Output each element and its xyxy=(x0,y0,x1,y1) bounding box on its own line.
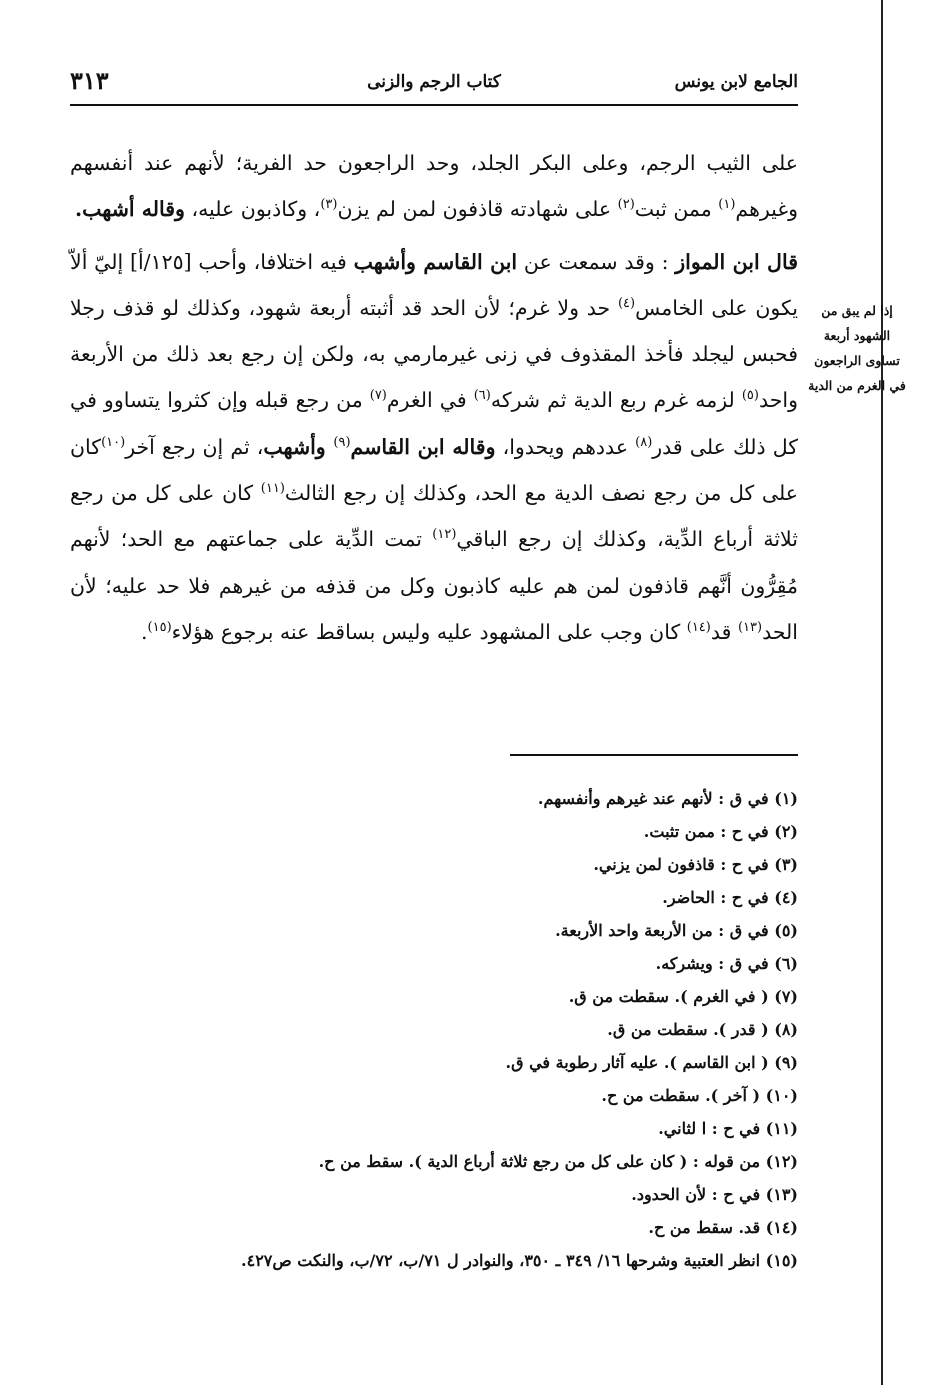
text-span: على شهادته قاذفون لمن لم يزن xyxy=(337,197,618,222)
text-span: تمت الدِّية على جماعتهم مع الحد؛ لأنهم مُقِرُّون أنَّهم قاذفون لمن هم عليه كاذبون وكل من قذفه من غيرهم فلا حد عليه؛ لأن الحد xyxy=(70,527,798,644)
footnote-item: (٧) ( في الغرم ). سقطت من ق. xyxy=(568,987,798,1006)
footnote-ref-3: (٣) xyxy=(320,197,338,213)
book-title: الجامع لابن يونس xyxy=(674,72,798,92)
text-span: ممن ثبت xyxy=(634,197,719,222)
footnote-item: (٩) ( ابن القاسم ). عليه آثار رطوبة في ق. xyxy=(505,1053,798,1072)
footnote-ref-5: (٥) xyxy=(741,388,759,404)
footnote-ref-13: (١٣) xyxy=(737,620,763,636)
footnote-item: (١١) في ح : ا لثاني. xyxy=(658,1119,798,1138)
text-span: عددهم ويحدوا، xyxy=(495,434,636,459)
text-span: . xyxy=(140,619,148,644)
footnote-ref-8: (٨) xyxy=(635,434,653,450)
chapter-title: كتاب الرجم والزنى xyxy=(367,72,501,92)
footnote-ref-15: (١٥) xyxy=(147,620,172,636)
footnote-item: (١٢) من قوله : ( كان على كل من رجع ثلاثة أرباع الدية ). سقط من ح. xyxy=(318,1152,798,1171)
page-number: ٣١٣ xyxy=(70,66,109,95)
margin-note: إذا لم يبق من الشهود أربعة تساوى الراجعون في الغرم من الدية xyxy=(808,303,906,393)
footnote-item: (١٥) انظر العتبية وشرحها ١٦/ ٣٤٩ ـ ٣٥٠، والنوادر ل ٧١/ب، ٧٢/ب، والنكت ص٤٢٧. xyxy=(241,1251,798,1270)
main-text xyxy=(70,140,798,655)
footnote-item: (٥) في ق : من الأربعة واحد الأربعة. xyxy=(555,921,798,940)
text-span: حد ولا غرم؛ لأن الحد قد أثبته أربعة شهود، وكذلك لو قذف رجلا فحبس ليجلد فأخذ المقذوف في زنى غيرمارمي به، ولكن إن رجع بعد ذلك من الأربعة واحد xyxy=(70,295,798,413)
footnote-ref-4: (٤) xyxy=(617,296,636,312)
footnote-item: (٢) في ح : ممن تثبت. xyxy=(643,822,798,841)
paragraph-1 xyxy=(70,140,798,233)
footnote-ref-7: (٧) xyxy=(369,388,387,404)
footnote-item: (٤) في ح : الحاضر. xyxy=(662,888,798,907)
bold-text: وقاله أشهب. xyxy=(75,197,185,222)
text-span: من رجع قبله وإن كثروا يتساوو في كل ذلك على قدر xyxy=(70,388,798,459)
footnotes xyxy=(70,782,798,1277)
footnote-item: (١٣) في ح : لأن الحدود. xyxy=(631,1185,798,1204)
text-span: قد xyxy=(710,619,738,644)
footnote-ref-2: (٢) xyxy=(617,197,635,213)
bold-text: وقاله ابن القاسم xyxy=(350,434,496,459)
footnote-ref-6: (٦) xyxy=(473,388,491,404)
footnote-item: (١٠) ( آخر ). سقطت من ح. xyxy=(601,1086,798,1105)
bold-text: ابن القاسم وأشهب xyxy=(353,249,518,274)
text-span: كان على كل من رجع نصف الدية مع الحد، وكذلك إن رجع الثالث xyxy=(70,434,798,506)
text-span: على الثيب الرجم، وعلى البكر الجلد، وحد الراجعون حد الفرية؛ لأنهم عند أنفسهم وغيرهم xyxy=(70,151,798,222)
text-span: ، ثم إن رجع آخر xyxy=(125,434,264,459)
footnote-ref-9: (٩) xyxy=(333,434,351,450)
footnote-ref-14: (١٤) xyxy=(686,620,711,636)
text-span: فيه اختلافا، وأحب [١٢٥/أ] إليّ ألاّ يكون على الخامس xyxy=(70,249,798,320)
footnote-item: (٨) ( قدر ). سقطت من ق. xyxy=(607,1020,798,1039)
footnote-item: (١) في ق : لأنهم عند غيرهم وأنفسهم. xyxy=(537,789,798,808)
text-span: ، وكاذبون عليه، xyxy=(184,197,321,222)
footnote-ref-12: (١٢) xyxy=(432,527,457,543)
footnote-separator xyxy=(510,754,798,756)
footnote-item: (٣) في ح : قاذفون لمن يزني. xyxy=(593,855,798,874)
footnote-item: (٦) في ق : ويشركه. xyxy=(655,954,798,973)
text-span: : وقد سمعت عن xyxy=(517,249,676,274)
bold-text: وأشهب xyxy=(263,434,334,459)
text-span: لزمه غرم ربع الدية ثم شركه xyxy=(490,388,742,413)
text-span: كان على كل من رجع ثلاثة أرباع الدِّية، وكذلك إن رجع الباقي xyxy=(70,481,798,552)
text-span: في الغرم xyxy=(386,388,474,413)
footnote-item: (١٤) قد. سقط من ح. xyxy=(648,1218,798,1237)
page-edge-line xyxy=(881,0,883,1385)
header-rule xyxy=(70,104,798,106)
footnote-ref-1: (١) xyxy=(718,197,736,213)
footnote-ref-11: (١١) xyxy=(260,481,285,497)
paragraph-2 xyxy=(70,239,798,656)
text-span: كان وجب على المشهود عليه وليس بساقط عنه برجوع هؤلاء xyxy=(171,619,687,644)
footnote-ref-10: (١٠) xyxy=(101,434,126,450)
page-header xyxy=(70,66,798,106)
bold-text: قال ابن المواز xyxy=(675,249,798,274)
